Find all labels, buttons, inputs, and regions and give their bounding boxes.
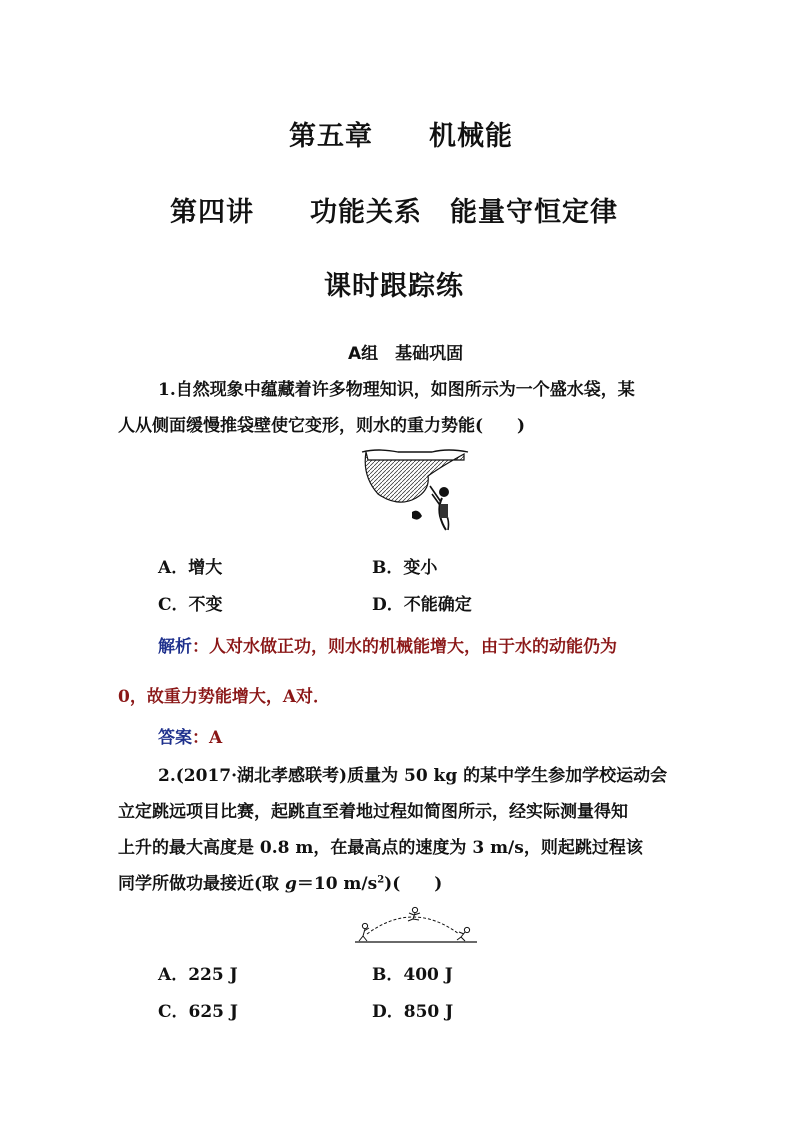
q1-stem-line1: 1.自然现象中蕴藏着许多物理知识，如图所示为一个盛水袋，某 [158,380,635,400]
q2-option-b: B．400 J [372,965,453,985]
q2-stem-line4-sup: 2 [377,874,385,886]
q1-analysis-line2: 0，故重力势能增大，A对． [118,687,331,707]
q1-option-d: D．不能确定 [372,595,472,615]
q2-stem-line3: 上升的最大高度是 0.8 m，在最高点的速度为 3 m/s，则起跳过程该 [118,838,643,858]
chapter-title: 第五章 机械能 [289,121,513,152]
lecture-title: 第四讲 功能关系 能量守恒定律 [170,197,618,228]
long-jump-figure [353,904,479,946]
q1-option-c: C．不变 [158,595,223,615]
q1-analysis-line1 [158,632,617,657]
q1-stem-line2: 人从侧面缓慢推袋壁使它变形，则水的重力势能( ) [118,416,526,436]
q1-option-a: A．增大 [158,558,223,578]
q2-stem-line4-mid: ＝10 m/s [296,874,378,894]
gravity-symbol: g [284,874,297,894]
answer-label: 答案 [158,728,192,748]
analysis-text: ：人对水做正功，则水的机械能增大，由于水的动能仍为 [192,637,617,657]
q2-option-a: A．225 J [158,965,238,985]
analysis-label: 解析 [158,637,192,657]
q2-stem-line4-post: )( ) [384,874,443,894]
q2-stem-line1: 2.(2017·湖北孝感联考)质量为 50 kg 的某中学生参加学校运动会 [158,766,668,786]
practice-title: 课时跟踪练 [324,271,464,302]
answer-value: ：A [192,728,223,748]
q1-answer [158,723,222,748]
q2-option-c: C．625 J [158,1002,238,1022]
q2-stem-line4 [118,869,442,894]
q2-stem-line4-pre: 同学所做功最接近(取 [118,874,285,894]
q2-stem-line2: 立定跳远项目比赛，起跳直至着地过程如简图所示，经实际测量得知 [118,802,628,822]
group-heading: A组 基础巩固 [348,344,464,364]
q1-option-b: B．变小 [372,558,438,578]
water-bag-figure [358,446,472,536]
q2-option-d: D．850 J [372,1002,454,1022]
